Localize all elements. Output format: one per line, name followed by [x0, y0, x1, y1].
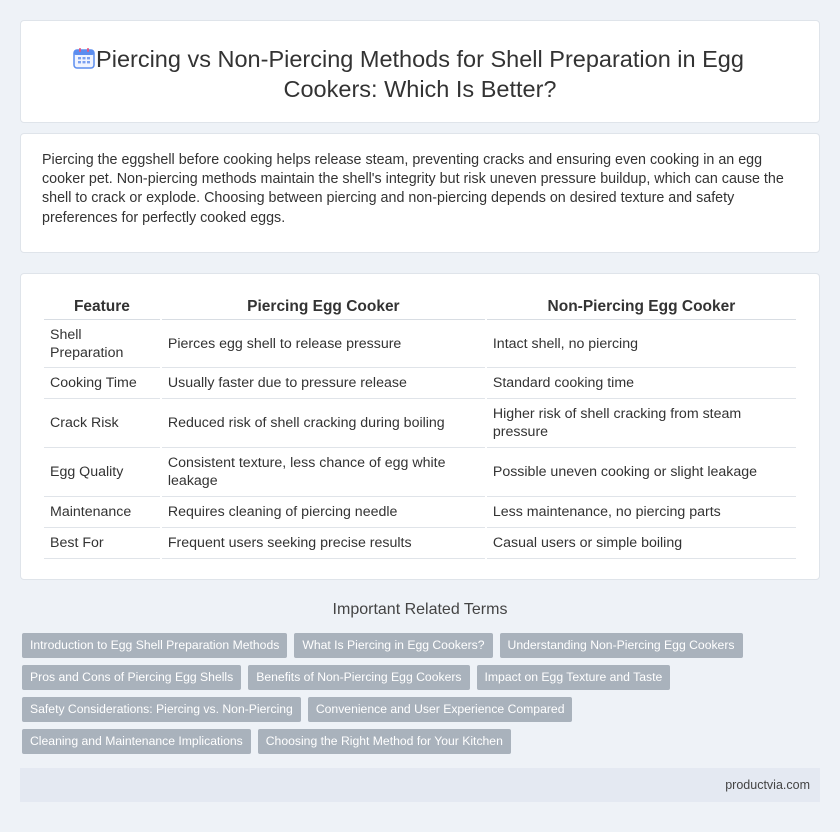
comparison-card [20, 273, 820, 580]
intro-card [20, 133, 820, 253]
header-non-piercing: Non-Piercing Egg Cooker [487, 293, 796, 320]
table-cell: Crack Risk [44, 399, 160, 448]
table-cell: Shell Preparation [44, 320, 160, 368]
table-cell: Best For [44, 528, 160, 559]
header-piercing: Piercing Egg Cooker [162, 293, 485, 320]
table-cell: Standard cooking time [487, 368, 796, 399]
related-term-tag[interactable]: Benefits of Non-Piercing Egg Cookers [248, 665, 469, 690]
related-term-tag[interactable]: Cleaning and Maintenance Implications [22, 729, 251, 754]
table-row [44, 399, 796, 448]
table-cell: Pierces egg shell to release pressure [162, 320, 485, 368]
table-cell: Egg Quality [44, 448, 160, 497]
table-cell: Intact shell, no piercing [487, 320, 796, 368]
related-term-tag[interactable]: Convenience and User Experience Compared [308, 697, 573, 722]
header-feature: Feature [44, 293, 160, 320]
table-cell: Less maintenance, no piercing parts [487, 497, 796, 528]
related-terms-heading: Important Related Terms [332, 601, 508, 618]
table-cell: Reduced risk of shell cracking during boiling [162, 399, 485, 448]
related-term-tag[interactable]: What Is Piercing in Egg Cookers? [294, 633, 492, 658]
source-link[interactable]: productvia.com [725, 778, 810, 792]
table-row [44, 368, 796, 399]
related-term-tag[interactable]: Choosing the Right Method for Your Kitchen [258, 729, 511, 754]
page-title: Piercing vs Non-Piercing Methods for Shell Preparation in Egg Cookers: Which Is Better? [96, 46, 744, 102]
related-terms-list [22, 633, 812, 761]
table-cell: Cooking Time [44, 368, 160, 399]
table-row [44, 497, 796, 528]
table-cell: Frequent users seeking precise results [162, 528, 485, 559]
table-header-row [44, 293, 796, 320]
intro-paragraph: Piercing the eggshell before cooking helps release steam, preventing cracks and ensuring even cooking in an egg cooker pet. Non-piercing methods maintain the shell's integrity but risk uneven pressure buildup, which can cause the shell to crack or explode. Choosing between piercing and non-piercing depends on desired texture and safety preferences for perfectly cooked eggs. [42, 152, 784, 226]
table-cell: Higher risk of shell cracking from steam pressure [487, 399, 796, 448]
table-cell: Casual users or simple boiling [487, 528, 796, 559]
table-cell: Requires cleaning of piercing needle [162, 497, 485, 528]
table-cell: Usually faster due to pressure release [162, 368, 485, 399]
related-term-tag[interactable]: Introduction to Egg Shell Preparation Methods [22, 633, 287, 658]
comparison-table [42, 293, 798, 559]
related-term-tag[interactable]: Impact on Egg Texture and Taste [477, 665, 671, 690]
table-cell: Consistent texture, less chance of egg white leakage [162, 448, 485, 497]
table-row [44, 528, 796, 559]
related-term-tag[interactable]: Safety Considerations: Piercing vs. Non-Piercing [22, 697, 301, 722]
title-card [20, 20, 820, 123]
table-row [44, 320, 796, 368]
table-cell: Possible uneven cooking or slight leakage [487, 448, 796, 497]
related-term-tag[interactable]: Pros and Cons of Piercing Egg Shells [22, 665, 241, 690]
related-term-tag[interactable]: Understanding Non-Piercing Egg Cookers [500, 633, 743, 658]
footer [20, 768, 820, 802]
table-row [44, 448, 796, 497]
table-cell: Maintenance [44, 497, 160, 528]
